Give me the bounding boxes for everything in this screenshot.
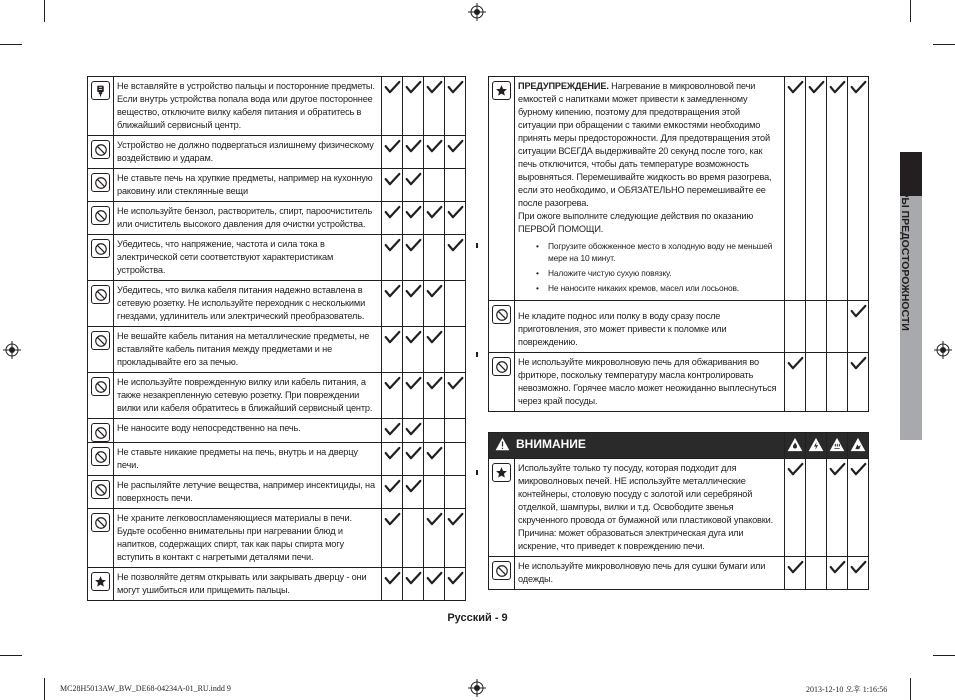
check-icon (384, 479, 401, 494)
table-row (88, 476, 466, 509)
table-row (88, 443, 466, 476)
check-cell (382, 509, 403, 568)
crop-mark (910, 678, 911, 700)
row-text: Не наносите воду непосредственно на печь. (114, 419, 382, 443)
check-icon (447, 512, 464, 527)
warning-header (489, 433, 869, 459)
check-cell (827, 557, 848, 590)
row-text: Не вставляйте в устройство пальцы и посторонние предметы. Если внутрь устройства попала вода или другое постороннее вещество, отключите вилку кабеля питания и обратитесь в ближайший сервисный центр. (114, 77, 382, 136)
check-cell (424, 419, 445, 443)
check-icon (384, 446, 401, 461)
table-row (489, 353, 869, 412)
footer-timestamp: 2013-12-10 오후 1:16:56 (806, 685, 888, 694)
list-item: • Наложите чистую сухую повязку. (518, 267, 780, 279)
check-icon (405, 422, 422, 437)
row-text: Не используйте микроволновую печь для обжаривания во фритюре, поскольку температуру масла контролировать невозможно. Горячее масло может неожиданно выплеснуться через край посуды. (515, 353, 785, 412)
check-cell (445, 373, 466, 419)
check-icon (787, 80, 804, 95)
check-cell (382, 443, 403, 476)
check-icon (787, 560, 804, 575)
prohibition-icon (91, 206, 110, 225)
fold-mark (476, 352, 478, 357)
row-text: Убедитесь, что напряжение, частота и сила тока в электрической сети соответствуют характеристикам устройства. (114, 235, 382, 281)
caution-row (489, 77, 869, 301)
check-cell (806, 77, 827, 301)
row-text: Не ставьте печь на хрупкие предметы, например на кухонную раковину или стеклянные вещи (114, 169, 382, 202)
check-icon (384, 422, 401, 437)
check-cell (403, 77, 424, 136)
check-icon (426, 512, 443, 527)
check-icon (447, 139, 464, 154)
check-cell (424, 476, 445, 509)
check-icon (787, 356, 804, 371)
check-icon (426, 330, 443, 345)
check-icon (829, 462, 846, 477)
check-cell (424, 568, 445, 601)
check-icon (850, 462, 867, 477)
check-cell (445, 443, 466, 476)
check-cell (382, 169, 403, 202)
check-cell (382, 136, 403, 169)
check-cell (403, 202, 424, 235)
prohibition-icon (91, 173, 110, 192)
check-icon (850, 80, 867, 95)
table-row (88, 77, 466, 136)
check-icon (787, 462, 804, 477)
check-cell (827, 77, 848, 301)
check-cell (403, 327, 424, 373)
table-row (88, 327, 466, 373)
check-icon (405, 139, 422, 154)
prohibition-icon (492, 561, 511, 580)
check-cell (827, 353, 848, 412)
check-cell (403, 235, 424, 281)
check-cell (403, 169, 424, 202)
check-cell (403, 136, 424, 169)
row-text: Не используйте микроволновую печь для сушки бумаги или одежды. (515, 557, 785, 590)
prohibition-icon (91, 377, 110, 396)
page-number: Русский - 9 (447, 612, 508, 624)
first-aid-text: При ожоге выполните следующие действия по оказанию ПЕРВОЙ ПОМОЩИ. (518, 211, 754, 234)
caution-heading: ПРЕДУПРЕЖДЕНИЕ. (518, 81, 609, 91)
check-icon (426, 446, 443, 461)
table-row (489, 301, 869, 353)
check-icon (426, 80, 443, 95)
check-icon (405, 479, 422, 494)
check-cell (424, 77, 445, 136)
row-text: Не используйте поврежденную вилку или кабель питания, а также незакрепленную сетевую розетку. При повреждении вилки или кабеля обратитесь в ближайший сервисный центр. (114, 373, 382, 419)
crop-mark (44, 678, 45, 700)
check-icon (829, 560, 846, 575)
check-cell (403, 281, 424, 327)
check-cell (424, 509, 445, 568)
check-cell (382, 419, 403, 443)
prohibition-icon (492, 357, 511, 376)
check-cell (382, 281, 403, 327)
row-text: Не позволяйте детям открывать или закрывать дверцу - они могут ушибиться или прищемить пальцы. (114, 568, 382, 601)
check-icon (384, 512, 401, 527)
check-icon (405, 205, 422, 220)
check-cell (424, 281, 445, 327)
check-cell (382, 327, 403, 373)
check-icon (405, 376, 422, 391)
table-row (88, 169, 466, 202)
row-text: Используйте только ту посуду, которая подходит для микроволновых печей. НЕ используйте металлические контейнеры, столовую посуду с золотой или серебряной отделкой, шампуры, вилки и т.д. Освободите звенья скрученного провода от бумажной или пластиковой упаковки. Причина: может образоваться электрическая дуга или искрение, что приведет к повреждению печи. (515, 459, 785, 557)
check-icon (405, 446, 422, 461)
crop-mark (933, 44, 955, 45)
crop-mark (933, 655, 955, 656)
check-icon (384, 571, 401, 586)
crop-mark (0, 655, 22, 656)
check-cell (382, 373, 403, 419)
check-cell (848, 459, 869, 557)
row-text: Не ставьте никакие предметы на печь, внутрь и на дверцу печи. (114, 443, 382, 476)
registration-mark-icon (3, 341, 21, 359)
footer-filename: MC28H5013AW_BW_DE68-04234A-01_RU.indd 9 (60, 684, 231, 693)
check-cell (806, 301, 827, 353)
check-cell (848, 301, 869, 353)
check-cell (403, 373, 424, 419)
check-cell (424, 373, 445, 419)
check-icon (384, 330, 401, 345)
check-cell (848, 77, 869, 301)
hand-warning-icon (850, 437, 866, 452)
check-cell (424, 136, 445, 169)
star-icon (492, 81, 511, 100)
check-cell (827, 301, 848, 353)
registration-mark-icon (468, 679, 486, 697)
right-safety-table (488, 76, 869, 412)
row-text: Не кладите поднос или полку в воду сразу после приготовления, это может привести к поломке или повреждению. (515, 301, 785, 353)
table-row (489, 557, 869, 590)
star-icon (91, 572, 110, 591)
row-text: Не вешайте кабель питания на металлические предметы, не вставляйте кабель питания между предметами и не прокладывайте его за печью. (114, 327, 382, 373)
fold-mark (476, 470, 478, 475)
check-cell (382, 77, 403, 136)
check-icon (850, 304, 867, 319)
table-row (88, 281, 466, 327)
plug-icon (91, 81, 110, 100)
check-cell (445, 327, 466, 373)
check-cell (806, 459, 827, 557)
heat-warning-icon (829, 437, 845, 452)
check-cell (382, 202, 403, 235)
check-icon (384, 172, 401, 187)
check-cell (785, 459, 806, 557)
prohibition-icon (91, 447, 110, 466)
check-icon (447, 238, 464, 253)
crop-mark (0, 44, 22, 45)
prohibition-icon (91, 285, 110, 304)
check-cell (424, 202, 445, 235)
row-text: Не используйте бензол, растворитель, спирт, пароочиститель или очиститель высокого давления для очистки устройства. (114, 202, 382, 235)
check-cell (806, 557, 827, 590)
warning-triangle-icon (495, 437, 510, 451)
table-row (489, 459, 869, 557)
prohibition-icon (91, 513, 110, 532)
registration-mark-icon (934, 341, 952, 359)
check-icon (447, 571, 464, 586)
first-aid-list (518, 240, 780, 294)
check-icon (426, 376, 443, 391)
check-cell (403, 419, 424, 443)
check-cell (445, 568, 466, 601)
list-item: • Не наносите никаких кремов, масел или лосьонов. (518, 282, 780, 294)
check-icon (808, 80, 825, 95)
table-row (88, 136, 466, 169)
check-icon (447, 80, 464, 95)
warning-title: ВНИМАНИЕ (516, 437, 586, 451)
table-row (88, 235, 466, 281)
electric-warning-icon (808, 437, 824, 452)
check-icon (384, 80, 401, 95)
check-cell (785, 301, 806, 353)
warning-table (488, 432, 869, 590)
check-icon (384, 284, 401, 299)
check-cell (445, 419, 466, 443)
row-text: Устройство не должно подвергаться излишнему физическому воздействию и ударам. (114, 136, 382, 169)
prohibition-icon (91, 331, 110, 350)
check-cell (848, 557, 869, 590)
check-icon (384, 238, 401, 253)
check-icon (405, 330, 422, 345)
check-icon (384, 376, 401, 391)
check-icon (850, 560, 867, 575)
crop-mark (44, 0, 45, 22)
caution-text: Нагревание в микроволновой печи емкостей с напитками может привести к замедленному бурному кипению, поэтому для предотвращения этой ситуации при обращении с такими емкостями необходимо принять меры предосторожности. Для предотвращения этой ситуации ВСЕГДА выдерживайте 20 секунд после того, как печь отключится, чтобы дать температуре возможность выровняться. Перемешивайте жидкость во время разогрева, если это необходимо, и ОБЯЗАТЕЛЬНО перемешивайте ее после разогрева. (518, 81, 772, 208)
check-icon (850, 356, 867, 371)
crop-mark (910, 0, 911, 22)
check-cell (445, 202, 466, 235)
row-text: Убедитесь, что вилка кабеля питания надежно вставлена в сетевую розетку. Не используйте переходник с несколькими гнездами, удлинитель или электрический преобразователь. (114, 281, 382, 327)
fire-warning-icon (787, 437, 803, 452)
check-cell (382, 568, 403, 601)
check-icon (447, 376, 464, 391)
left-safety-table (87, 76, 466, 601)
check-cell (785, 353, 806, 412)
check-cell (403, 568, 424, 601)
prohibition-icon (91, 140, 110, 159)
registration-mark-icon (468, 3, 486, 21)
check-icon (405, 172, 422, 187)
fold-mark (476, 243, 478, 248)
check-cell (445, 169, 466, 202)
table-row (88, 419, 466, 443)
check-cell (445, 235, 466, 281)
check-cell (445, 281, 466, 327)
check-cell (445, 476, 466, 509)
check-icon (405, 571, 422, 586)
table-row (88, 568, 466, 601)
check-cell (445, 136, 466, 169)
check-icon (384, 205, 401, 220)
table-row (88, 509, 466, 568)
check-icon (426, 205, 443, 220)
check-cell (806, 353, 827, 412)
check-cell (848, 353, 869, 412)
check-cell (424, 443, 445, 476)
check-cell (445, 509, 466, 568)
check-icon (405, 80, 422, 95)
list-item: • Погрузите обожженное место в холодную воду не меньшей мере на 10 минут. (518, 240, 780, 264)
star-icon (492, 463, 511, 482)
check-cell (445, 77, 466, 136)
prohibition-icon (492, 305, 511, 324)
table-row (88, 202, 466, 235)
check-icon (447, 205, 464, 220)
prohibition-icon (91, 480, 110, 499)
check-icon (426, 284, 443, 299)
check-cell (424, 235, 445, 281)
check-cell (424, 327, 445, 373)
check-cell (403, 509, 424, 568)
check-cell (382, 235, 403, 281)
check-icon (426, 139, 443, 154)
check-cell (827, 459, 848, 557)
check-cell (403, 476, 424, 509)
check-icon (829, 80, 846, 95)
check-cell (424, 169, 445, 202)
check-cell (403, 443, 424, 476)
check-cell (382, 476, 403, 509)
row-text: Не распыляйте летучие вещества, например инсектициды, на поверхность печи. (114, 476, 382, 509)
table-row (88, 373, 466, 419)
check-cell (785, 557, 806, 590)
check-icon (426, 571, 443, 586)
check-icon (384, 139, 401, 154)
prohibition-icon (91, 423, 110, 442)
check-icon (405, 284, 422, 299)
chapter-tab-label: 01 МЕРЫ ПРЕДОСТОРОЖНОСТИ (899, 160, 911, 331)
check-icon (405, 238, 422, 253)
row-text: Не храните легковоспламеняющиеся материалы в печи. Будьте особенно внимательны при нагревании блюд и напитков, содержащих спирт, так как пары спирта могу вступить в контакт с нагретыми деталями печи. (114, 509, 382, 568)
check-cell (785, 77, 806, 301)
prohibition-icon (91, 239, 110, 258)
